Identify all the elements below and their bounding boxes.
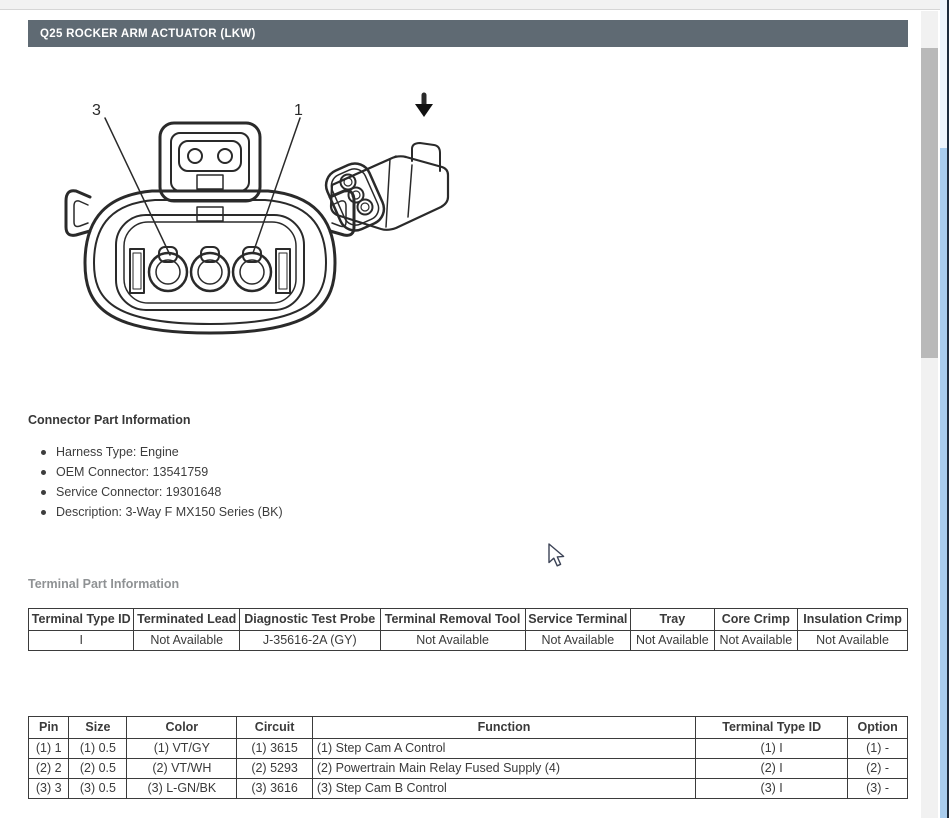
- column-header: Service Terminal: [525, 609, 630, 631]
- table-cell: (1) 3615: [237, 739, 313, 759]
- table-cell: (3) I: [696, 779, 848, 799]
- connector-figure: [60, 85, 480, 345]
- pinout-table: [28, 716, 908, 799]
- column-header: Circuit: [237, 717, 313, 739]
- column-header: Insulation Crimp: [798, 609, 908, 631]
- table-cell: I: [29, 631, 134, 651]
- list-item: Description: 3-Way F MX150 Series (BK): [28, 502, 283, 522]
- table-cell: Not Available: [380, 631, 525, 651]
- table-cell: (2) I: [696, 759, 848, 779]
- terminal-cavity-2: [191, 247, 229, 291]
- content-scrollbar-thumb[interactable]: [921, 48, 938, 358]
- mouse-cursor-icon: [547, 543, 569, 569]
- connector-part-information-list: [28, 442, 283, 522]
- table-row: [29, 631, 908, 651]
- pin-callout-1: 1: [294, 102, 303, 119]
- connector-diagram: [60, 85, 480, 345]
- table-row: [29, 739, 908, 759]
- table-cell: (1) VT/GY: [127, 739, 237, 759]
- column-header: Size: [69, 717, 127, 739]
- table-cell: Not Available: [631, 631, 715, 651]
- list-item: OEM Connector: 13541759: [28, 462, 283, 482]
- table-cell: J-35616-2A (GY): [239, 631, 380, 651]
- terminal-cavity-1: [233, 247, 271, 291]
- column-header: Function: [312, 717, 695, 739]
- table-cell: (1) 1: [29, 739, 69, 759]
- column-header: Pin: [29, 717, 69, 739]
- column-header: Color: [127, 717, 237, 739]
- table-cell: (3) 0.5: [69, 779, 127, 799]
- list-item: Service Connector: 19301648: [28, 482, 283, 502]
- connector-side-view: [321, 95, 448, 236]
- header-row: [29, 609, 908, 631]
- section-title: Q25 ROCKER ARM ACTUATOR (LKW): [40, 27, 256, 40]
- table-cell: (3) L-GN/BK: [127, 779, 237, 799]
- column-header: Terminated Lead: [134, 609, 239, 631]
- table-cell: (3) 3: [29, 779, 69, 799]
- table-cell: (2) 0.5: [69, 759, 127, 779]
- table-row: [29, 759, 908, 779]
- table-cell: (3) Step Cam B Control: [312, 779, 695, 799]
- table-cell: Not Available: [525, 631, 630, 651]
- list-item: Harness Type: Engine: [28, 442, 283, 462]
- top-strip: [0, 0, 941, 10]
- table-cell: (1) 0.5: [69, 739, 127, 759]
- table-cell: Not Available: [714, 631, 798, 651]
- table-cell: (2) -: [848, 759, 908, 779]
- terminal-cavity-3: [149, 247, 187, 291]
- table-cell: (1) -: [848, 739, 908, 759]
- table-cell: (2) 2: [29, 759, 69, 779]
- column-header: Diagnostic Test Probe: [239, 609, 380, 631]
- table-cell: (3) -: [848, 779, 908, 799]
- column-header: Terminal Removal Tool: [380, 609, 525, 631]
- table-cell: Not Available: [134, 631, 239, 651]
- column-header: Tray: [631, 609, 715, 631]
- column-header: Core Crimp: [714, 609, 798, 631]
- column-header: Terminal Type ID: [696, 717, 848, 739]
- table-cell: Not Available: [798, 631, 908, 651]
- connector-part-information-heading: Connector Part Information: [28, 413, 191, 427]
- table-cell: (2) Powertrain Main Relay Fused Supply (4): [312, 759, 695, 779]
- pin-callout-3: 3: [92, 102, 101, 119]
- table-row: [29, 779, 908, 799]
- column-header: Option: [848, 717, 908, 739]
- table-cell: (2) VT/WH: [127, 759, 237, 779]
- table-cell: (3) 3616: [237, 779, 313, 799]
- window-scrollbar-thumb[interactable]: [940, 148, 947, 818]
- terminal-part-information-heading: Terminal Part Information: [28, 577, 180, 591]
- section-header-bar: [28, 20, 908, 47]
- terminal-part-information-table: [28, 608, 908, 651]
- column-header: Terminal Type ID: [29, 609, 134, 631]
- connector-face-view: [66, 102, 354, 333]
- table-cell: (2) 5293: [237, 759, 313, 779]
- table-cell: (1) I: [696, 739, 848, 759]
- table-cell: (1) Step Cam A Control: [312, 739, 695, 759]
- header-row: [29, 717, 908, 739]
